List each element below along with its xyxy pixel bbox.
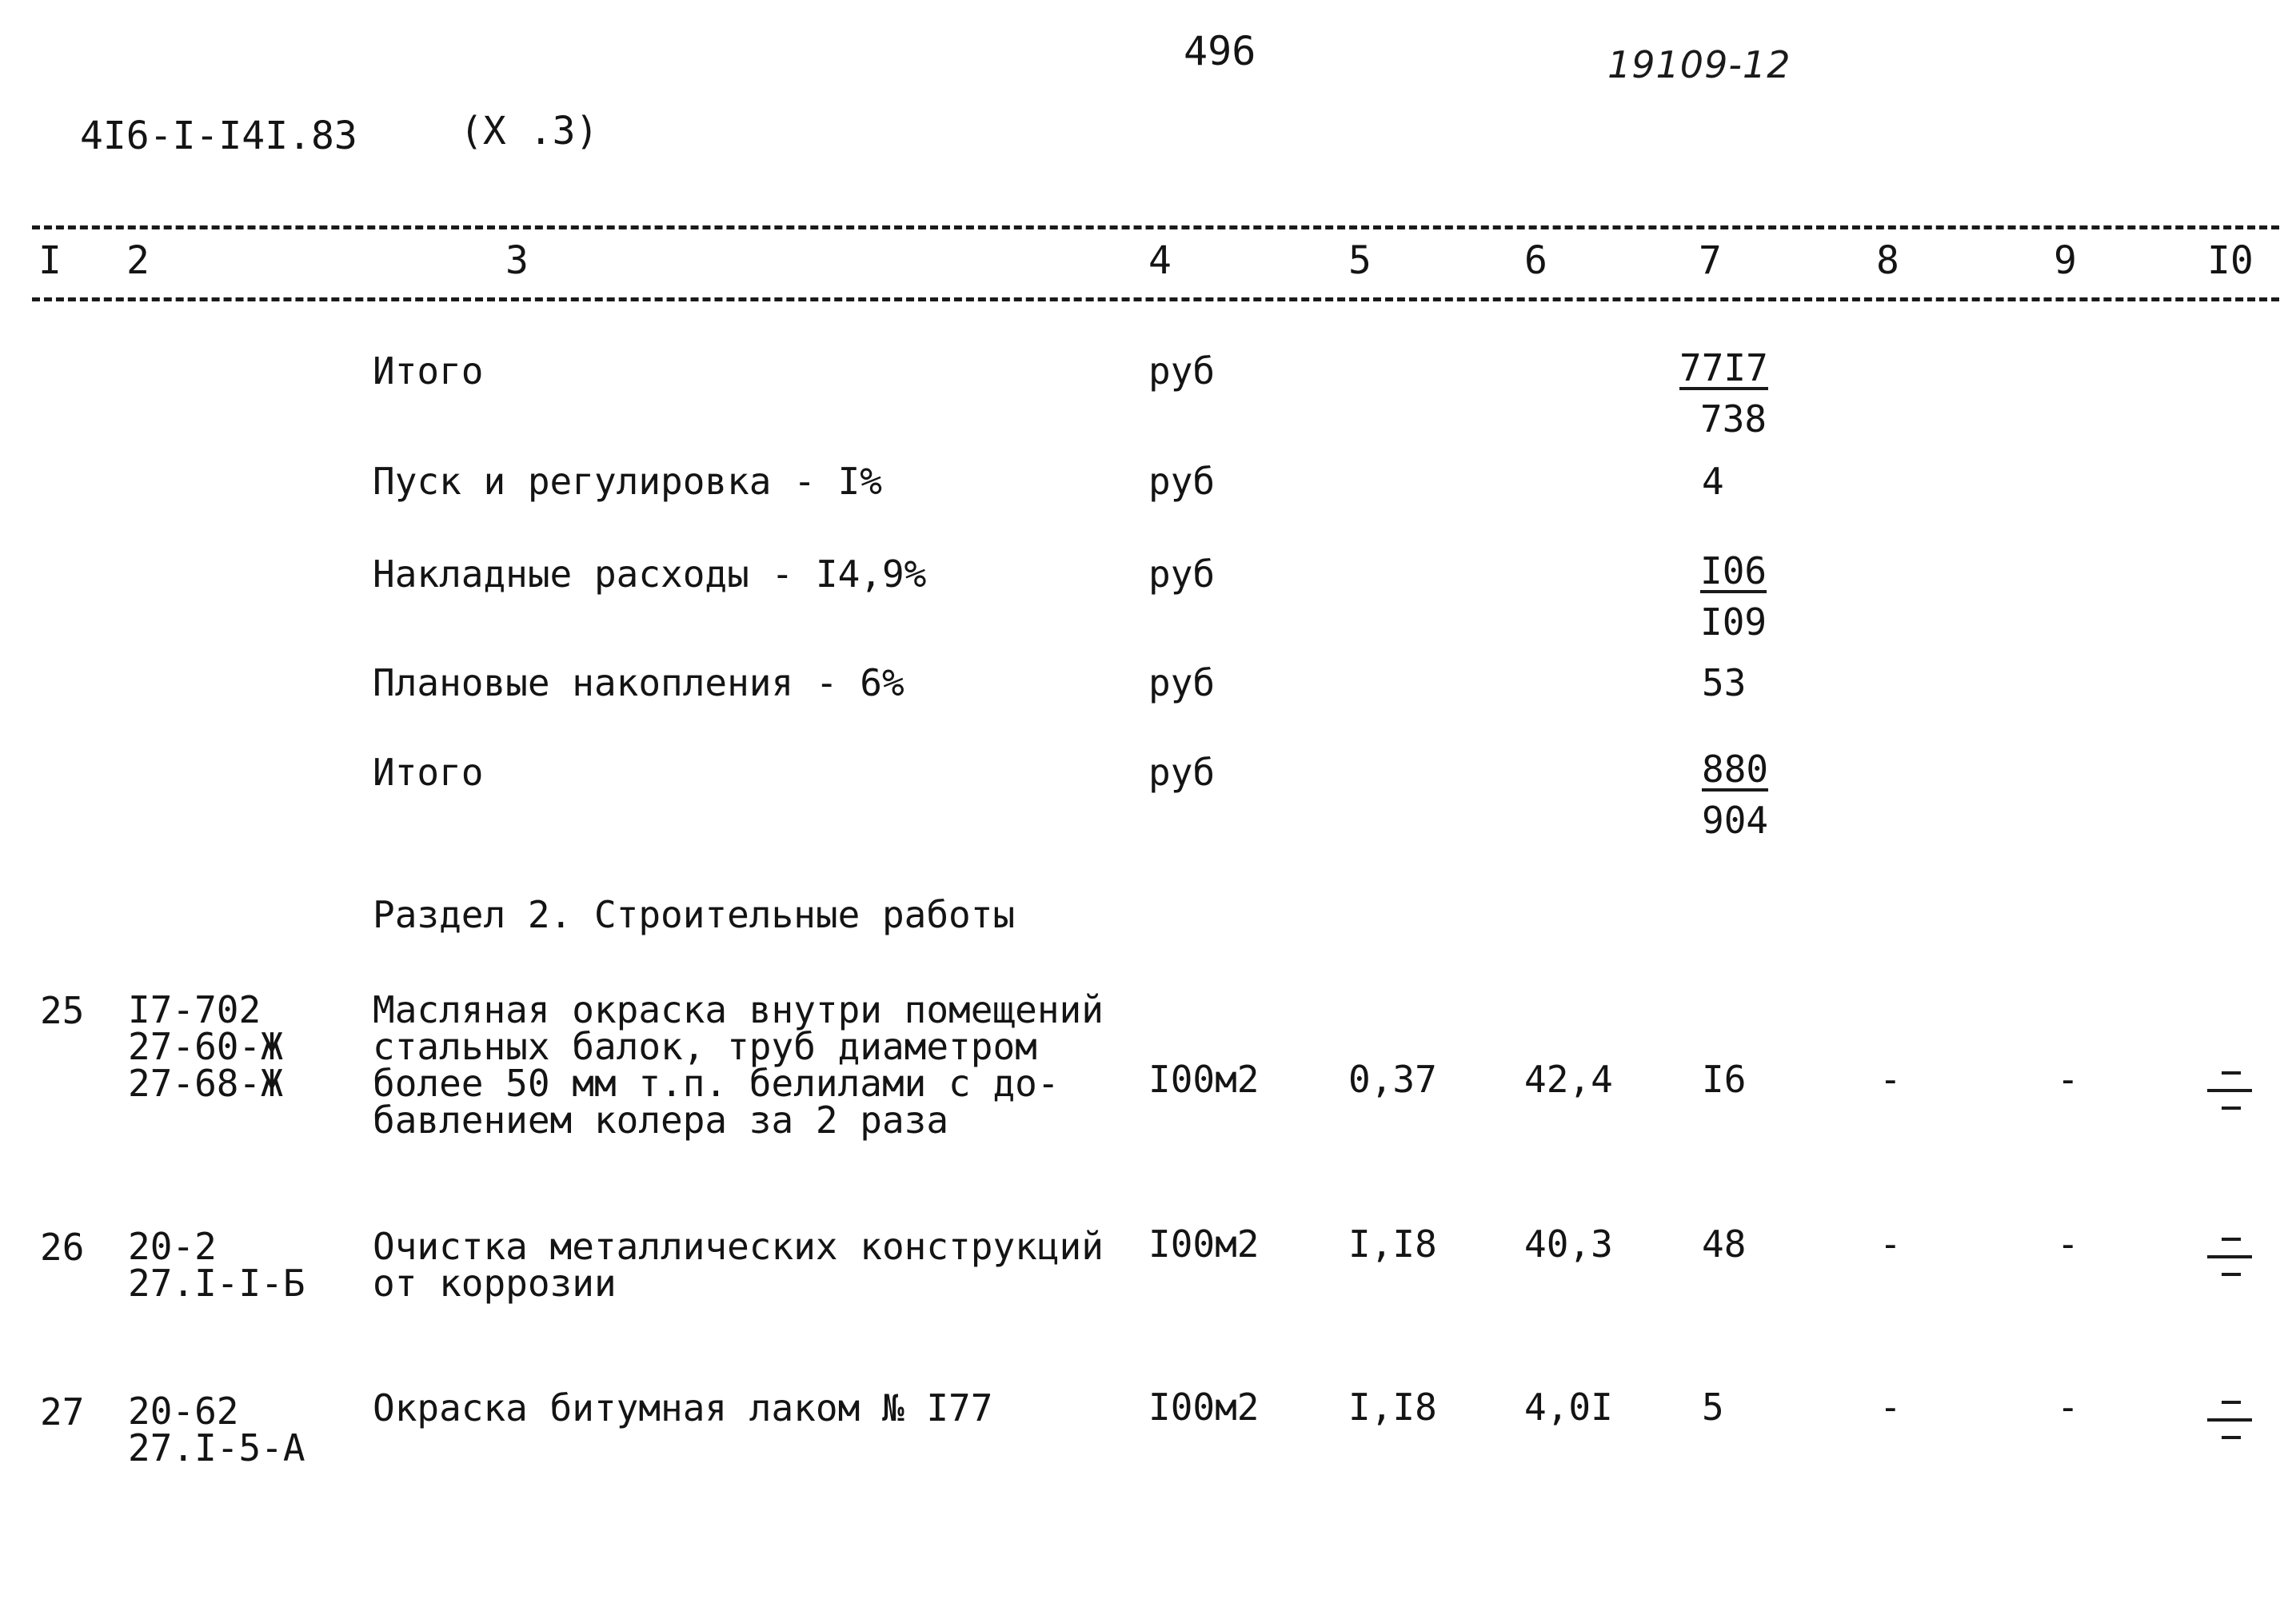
row-code: 27.I-I-Б — [128, 1262, 305, 1305]
section-title: Раздел 2. Строительные работы — [373, 893, 1016, 936]
row-code: 27.I-5-А — [128, 1426, 305, 1469]
row-col9: - — [2057, 1386, 2079, 1429]
row-unit: I00м2 — [1148, 1222, 1260, 1266]
row-unit: I00м2 — [1148, 1386, 1260, 1429]
row-col8: - — [1879, 1058, 1902, 1101]
row-code: I7-702 — [128, 988, 262, 1031]
row-code: 27-60-Ж — [128, 1025, 283, 1068]
row-quantity: I,I8 — [1348, 1222, 1437, 1266]
column-header-10: I0 — [2207, 238, 2254, 283]
summary-label: Накладные расходы - I4,9% — [373, 552, 927, 596]
row-code: 20-62 — [128, 1390, 239, 1433]
summary-label: Итого — [373, 751, 484, 794]
row-number: 26 — [40, 1226, 85, 1269]
ditto-mark-icon — [2207, 1401, 2252, 1449]
row-code: 20-2 — [128, 1225, 217, 1268]
summary-value — [1679, 346, 1768, 441]
column-header-9: 9 — [2054, 238, 2077, 283]
row-number: 25 — [40, 989, 85, 1032]
summary-label: Итого — [373, 349, 484, 393]
document-part: (X .3) — [460, 109, 599, 154]
ditto-mark-icon — [2207, 1238, 2252, 1286]
column-header-1: I — [38, 238, 62, 283]
header-bottom-rule — [32, 297, 2279, 301]
row-description: Масляная окраска внутри помещений — [373, 988, 1104, 1031]
summary-unit: руб — [1148, 349, 1216, 393]
ditto-mark-icon — [2207, 1071, 2252, 1119]
row-col8: - — [1879, 1386, 1902, 1429]
handwritten-reference: 19109-12 — [1607, 43, 1791, 86]
value-denominator: I09 — [1700, 600, 1767, 644]
row-col9: - — [2057, 1222, 2079, 1266]
value-denominator: 738 — [1700, 397, 1767, 441]
row-description: Очистка металлических конструкций — [373, 1225, 1104, 1268]
value-numerator: 880 — [1702, 748, 1769, 791]
value-numerator: 77I7 — [1679, 346, 1768, 389]
value-numerator: I06 — [1700, 549, 1767, 592]
column-header-2: 2 — [126, 238, 150, 283]
row-description: стальных балок, труб диаметром — [373, 1025, 1037, 1068]
row-quantity: 0,37 — [1348, 1058, 1437, 1101]
row-total: 5 — [1702, 1386, 1724, 1429]
row-col9: - — [2057, 1058, 2079, 1101]
row-number: 27 — [40, 1390, 85, 1434]
column-header-7: 7 — [1699, 238, 1722, 283]
row-quantity: I,I8 — [1348, 1386, 1437, 1429]
row-total: I6 — [1702, 1058, 1747, 1101]
row-description: Окраска битумная лаком № I77 — [373, 1386, 993, 1430]
summary-value: 4 — [1702, 460, 1724, 503]
summary-unit: руб — [1148, 661, 1216, 704]
row-code: 27-68-Ж — [128, 1062, 283, 1105]
summary-unit: руб — [1148, 460, 1216, 503]
row-total: 48 — [1702, 1222, 1747, 1266]
document-code: 4I6-I-I4I.83 — [80, 114, 357, 158]
column-header-3: 3 — [505, 238, 529, 283]
row-description: более 50 мм т.п. белилами с до- — [373, 1062, 1060, 1105]
summary-unit: руб — [1148, 751, 1216, 794]
row-unit-price: 42,4 — [1524, 1058, 1613, 1101]
summary-value: 53 — [1702, 661, 1747, 704]
column-header-4: 4 — [1148, 238, 1172, 283]
summary-value — [1702, 748, 1769, 842]
summary-label: Пуск и регулировка - I% — [373, 460, 882, 503]
row-unit: I00м2 — [1148, 1058, 1260, 1101]
row-unit-price: 4,0I — [1524, 1386, 1613, 1429]
value-denominator: 904 — [1702, 799, 1769, 842]
column-header-5: 5 — [1348, 238, 1372, 283]
row-description: от коррозии — [373, 1262, 617, 1305]
row-unit-price: 40,3 — [1524, 1222, 1613, 1266]
summary-unit: руб — [1148, 552, 1216, 596]
row-description: бавлением колера за 2 раза — [373, 1099, 949, 1142]
header-top-rule — [32, 225, 2279, 229]
column-header-8: 8 — [1876, 238, 1899, 283]
summary-label: Плановые накопления - 6% — [373, 661, 904, 704]
page-number: 496 — [1184, 28, 1256, 74]
row-col8: - — [1879, 1222, 1902, 1266]
column-header-6: 6 — [1524, 238, 1547, 283]
summary-value — [1700, 549, 1767, 644]
